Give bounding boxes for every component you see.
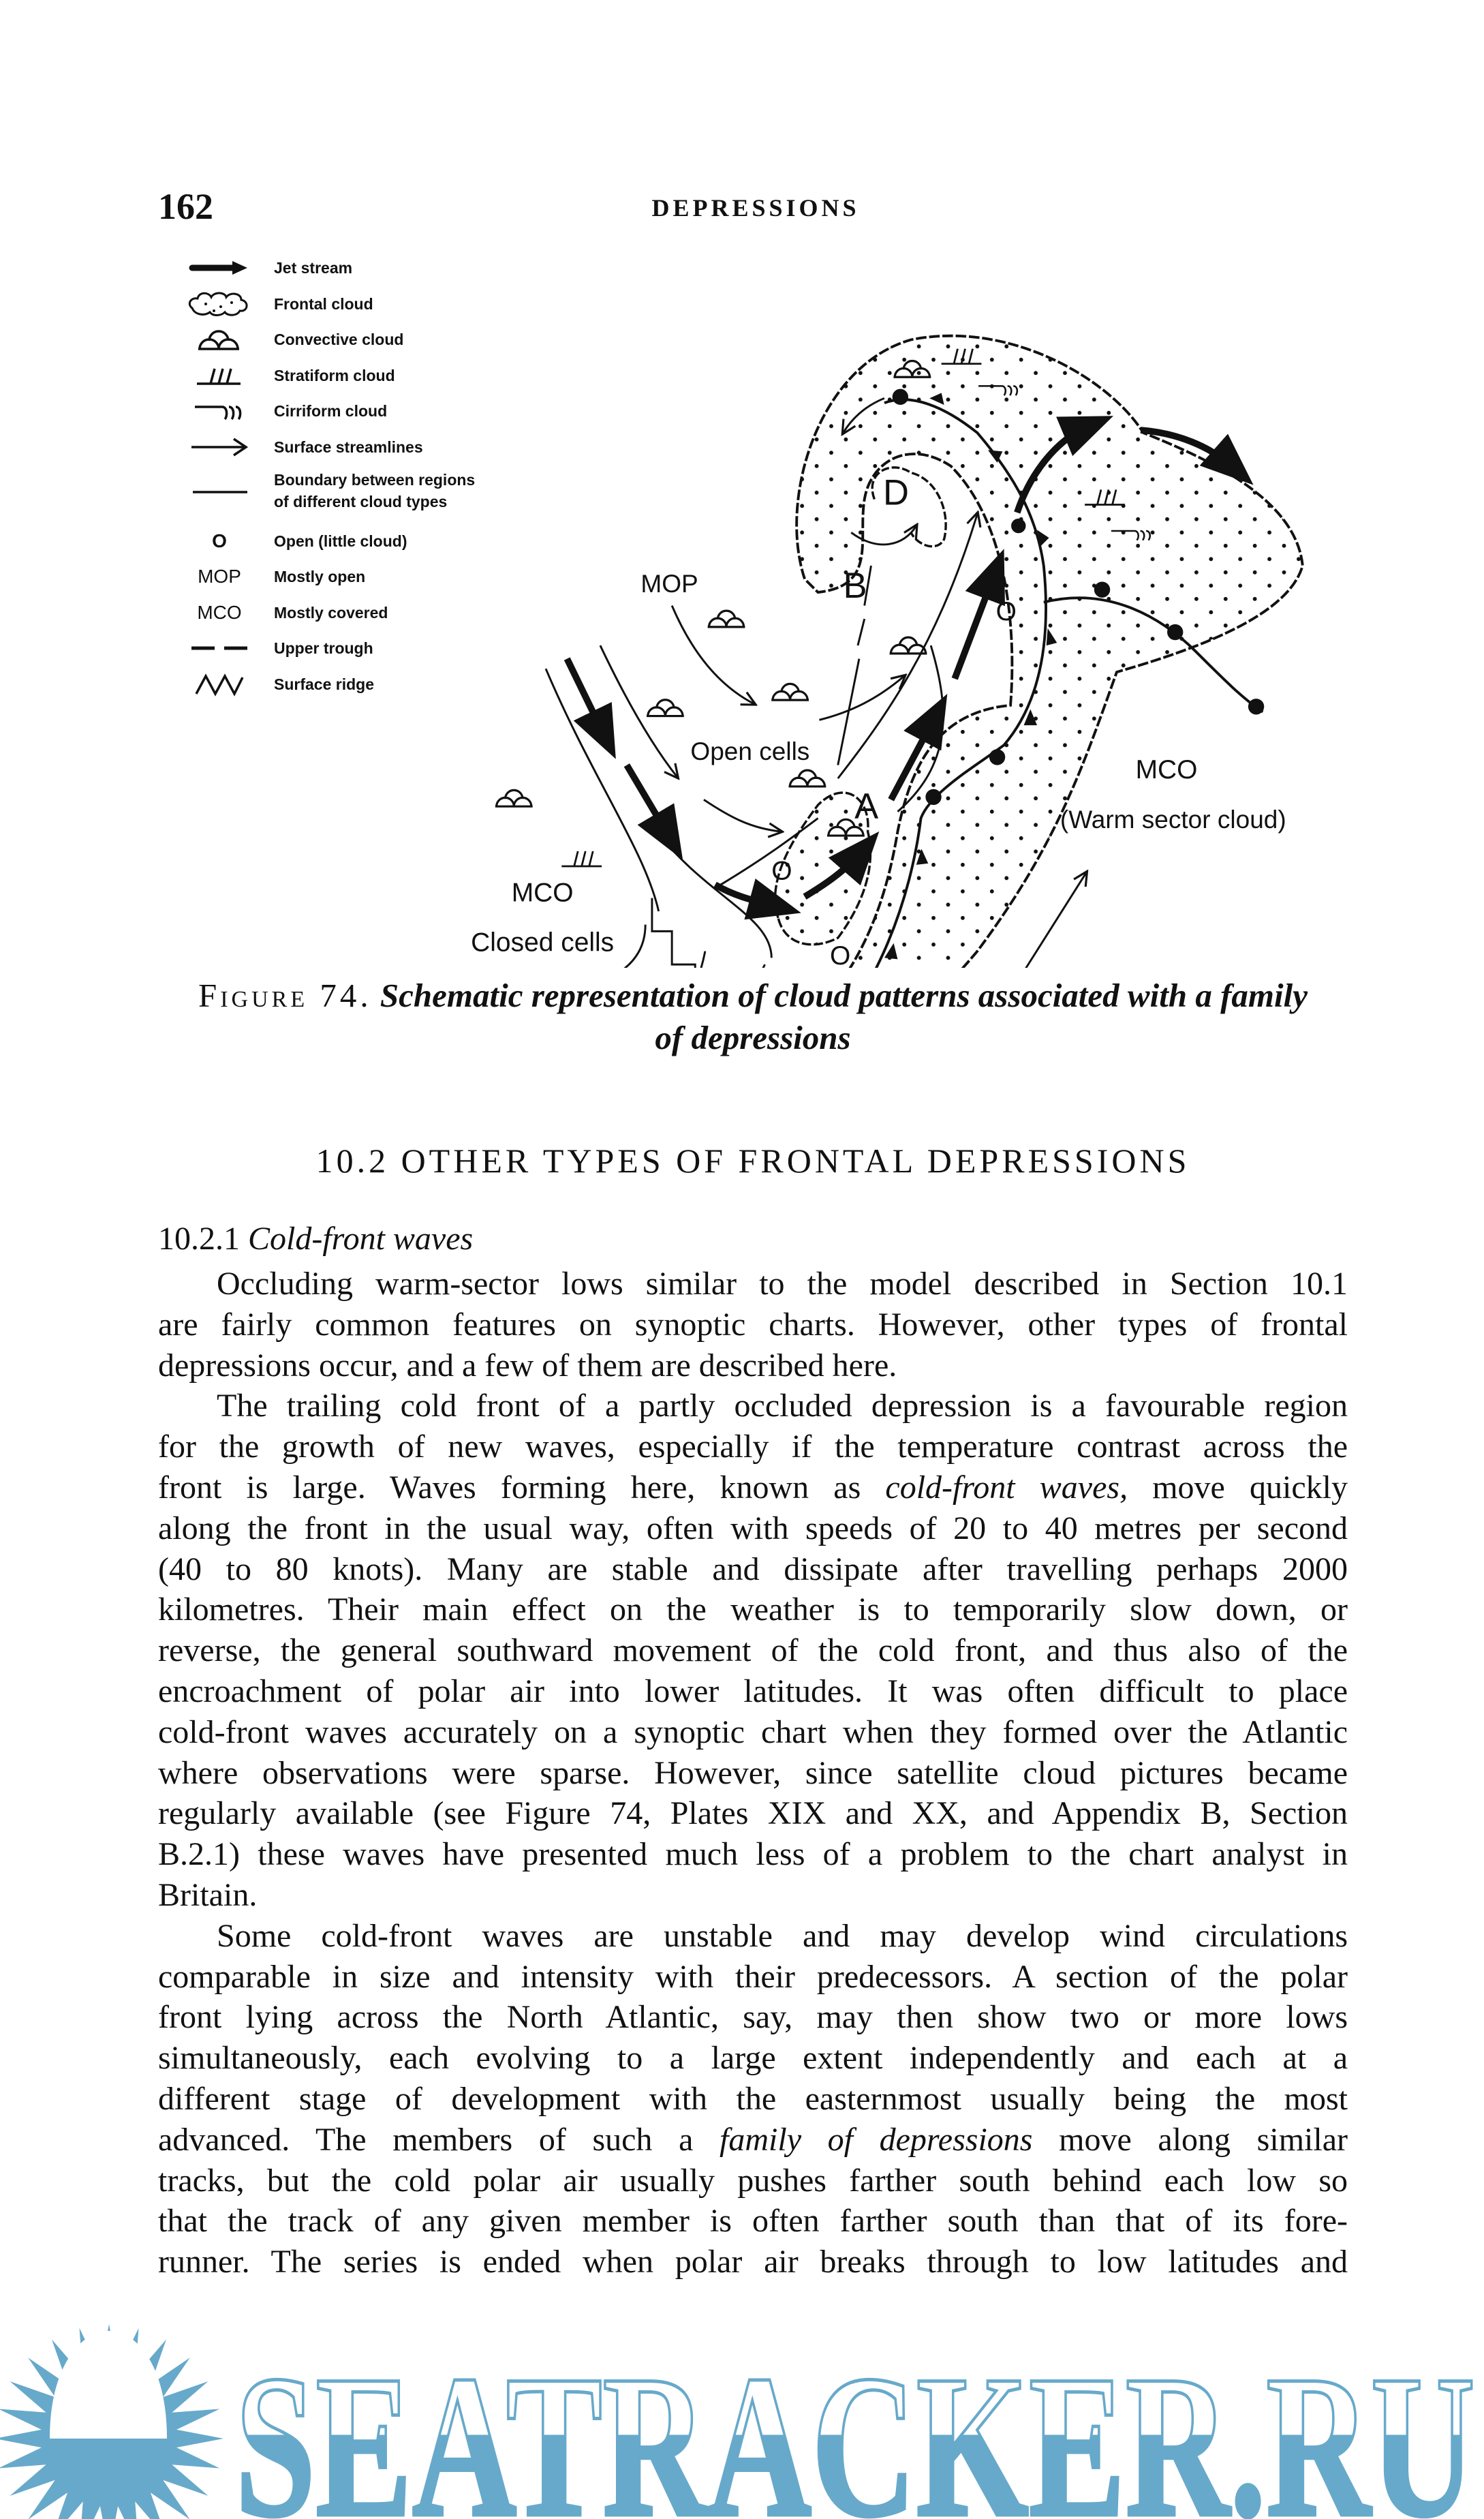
body-line: reverse, the general southward movement of the cold front, and thus also of the bbox=[158, 1632, 1348, 1669]
label-mop: MOP bbox=[640, 569, 698, 598]
convective-cloud-icon bbox=[789, 770, 826, 787]
legend-label: Open (little cloud) bbox=[274, 532, 407, 550]
caption-text: Schematic representation of cloud patterns associated with a family bbox=[380, 977, 1308, 1014]
body-line: Britain. bbox=[158, 1876, 258, 1913]
label-b: B bbox=[843, 565, 867, 606]
body-line: encroachment of polar air into lower latitudes. It was often difficult to place bbox=[158, 1673, 1348, 1709]
watermark-text: SEATRACKER.RU bbox=[235, 2333, 1475, 2519]
label-a: A bbox=[854, 786, 879, 827]
surface-streamline-arrow-icon bbox=[185, 431, 253, 463]
body-line: simultaneously, each evolving to a large extent independently and each at a bbox=[158, 2040, 1348, 2077]
subsection-title: Cold-front waves bbox=[248, 1221, 474, 1257]
body-line: runner. The series is ended when polar air breaks through to low latitudes and bbox=[158, 2244, 1348, 2280]
italic-term: family of depressions bbox=[720, 2121, 1033, 2158]
body-line: tracks, but the cold polar air usually pushes farther south behind each low so bbox=[158, 2162, 1348, 2199]
label-open-o: O bbox=[995, 596, 1017, 627]
body-line: Occluding warm-sector lows similar to the model described in Section 10.1 bbox=[217, 1266, 1348, 1302]
body-text-segment: move along similar bbox=[1032, 2121, 1348, 2158]
section-heading: 10.2 OTHER TYPES OF FRONTAL DEPRESSIONS bbox=[315, 1142, 1190, 1180]
page-number: 162 bbox=[158, 186, 213, 227]
body-line: (40 to 80 knots). Many are stable and dissipate after travelling perhaps 2000 bbox=[158, 1551, 1348, 1587]
body-line: Some cold-front waves are unstable and may develop wind circulations bbox=[217, 1917, 1348, 1954]
mop-symbol-icon: MOP bbox=[198, 566, 241, 587]
label-closed-cells: Closed cells bbox=[471, 928, 615, 958]
stratiform-cloud-icon bbox=[185, 360, 253, 391]
convective-cloud-icon bbox=[647, 700, 684, 716]
legend-label: Convective cloud bbox=[274, 331, 404, 348]
cirriform-cloud-icon bbox=[185, 395, 253, 427]
body-line: for the growth of new waves, especially if the temperature contrast across the bbox=[158, 1429, 1348, 1465]
label-mco-closed: MCO bbox=[511, 878, 574, 908]
body-line: B.2.1) these waves have presented much less of a problem to the chart analyst in bbox=[158, 1836, 1348, 1873]
label-open-o: O bbox=[830, 941, 851, 968]
boundary-line-icon bbox=[185, 475, 253, 506]
convective-cloud-icon bbox=[495, 790, 533, 806]
legend-label: Jet stream bbox=[274, 259, 353, 277]
body-line: different stage of development with the easternmost usually being the most bbox=[158, 2080, 1348, 2117]
body-text-segment: advanced. The members of such a bbox=[158, 2121, 720, 2158]
figure-label: Figure 74. bbox=[198, 977, 372, 1014]
body-line bbox=[158, 2120, 1348, 2161]
body-line: regularly available (see Figure 74, Plates XIX and XX, and Appendix B, Section bbox=[158, 1795, 1348, 1832]
body-line: are fairly common features on synoptic charts. However, other types of frontal bbox=[158, 1306, 1348, 1343]
legend-item-jet-stream bbox=[185, 252, 352, 284]
label-d: D bbox=[883, 472, 910, 513]
convective-cloud-icon bbox=[185, 324, 253, 355]
cloud-pattern-diagram bbox=[313, 300, 1349, 968]
label-open-cells: Open cells bbox=[690, 736, 810, 765]
body-line: where observations were sparse. However, since satellite cloud pictures became bbox=[158, 1754, 1348, 1791]
body-text bbox=[158, 1264, 1348, 2283]
body-line: front lying across the North Atlantic, say, may then show two or more lows bbox=[158, 1999, 1348, 2036]
body-line: The trailing cold front of a partly occluded depression is a favourable region bbox=[217, 1388, 1348, 1424]
body-line: kilometres. Their main effect on the weather is to temporarily slow down, or bbox=[158, 1591, 1348, 1628]
body-line: that the track of any given member is often farther south than that of its fore- bbox=[158, 2203, 1348, 2240]
figure-caption-line2 bbox=[158, 1018, 1348, 1058]
convective-cloud-icon bbox=[708, 611, 745, 627]
convective-cloud-icon bbox=[771, 684, 809, 700]
legend-label: Boundary between regions bbox=[274, 471, 476, 489]
watermark-logo bbox=[0, 2324, 1484, 2519]
legend-label: Surface ridge bbox=[274, 675, 374, 693]
body-line: comparable in size and intensity with their predecessors. A section of the polar bbox=[158, 1958, 1348, 1995]
legend-label: Cirriform cloud bbox=[274, 402, 388, 420]
frontal-cloud-mass bbox=[652, 336, 1303, 968]
body-line: cold-front waves accurately on a synoptic chart when they formed over the Atlantic bbox=[158, 1713, 1348, 1750]
sun-logo-icon bbox=[0, 2324, 223, 2519]
jet-stream-arrow-icon bbox=[185, 252, 253, 284]
legend-label: Stratiform cloud bbox=[274, 367, 395, 384]
running-head: DEPRESSIONS bbox=[651, 194, 860, 222]
open-symbol-icon: O bbox=[212, 530, 227, 551]
body-text-segment: front is large. Waves forming here, known as bbox=[158, 1469, 886, 1506]
label-warm-sector-cloud: (Warm sector cloud) bbox=[1060, 805, 1286, 834]
legend-label: Upper trough bbox=[274, 639, 373, 657]
legend-label: Mostly open bbox=[274, 568, 366, 585]
body-line bbox=[158, 1467, 1348, 1508]
frontal-cloud-icon bbox=[185, 288, 253, 320]
subsection-heading bbox=[158, 1220, 473, 1257]
caption-text: of depressions bbox=[655, 1019, 851, 1056]
label-open-o: O bbox=[771, 856, 792, 886]
stratiform-cloud-icon bbox=[561, 851, 602, 866]
subsection-number: 10.2.1 bbox=[158, 1221, 240, 1257]
upper-trough-dashes-icon bbox=[185, 632, 253, 664]
italic-term: cold-front waves, bbox=[885, 1469, 1128, 1506]
legend-label: Frontal cloud bbox=[274, 295, 373, 313]
legend-label: Surface streamlines bbox=[274, 438, 423, 456]
body-line: along the front in the usual way, often with speeds of 20 to 40 metres per second bbox=[158, 1510, 1348, 1546]
figure-caption bbox=[158, 975, 1348, 1016]
label-mco-warm: MCO bbox=[1135, 755, 1198, 785]
legend-label: Mostly covered bbox=[274, 604, 388, 622]
body-line: depressions occur, and a few of them are described here. bbox=[158, 1347, 897, 1384]
mco-symbol-icon: MCO bbox=[197, 602, 242, 623]
legend-label-line2: of different cloud types bbox=[274, 493, 448, 510]
surface-ridge-zigzag-icon bbox=[185, 669, 253, 700]
body-text-segment: move quickly bbox=[1128, 1469, 1348, 1506]
